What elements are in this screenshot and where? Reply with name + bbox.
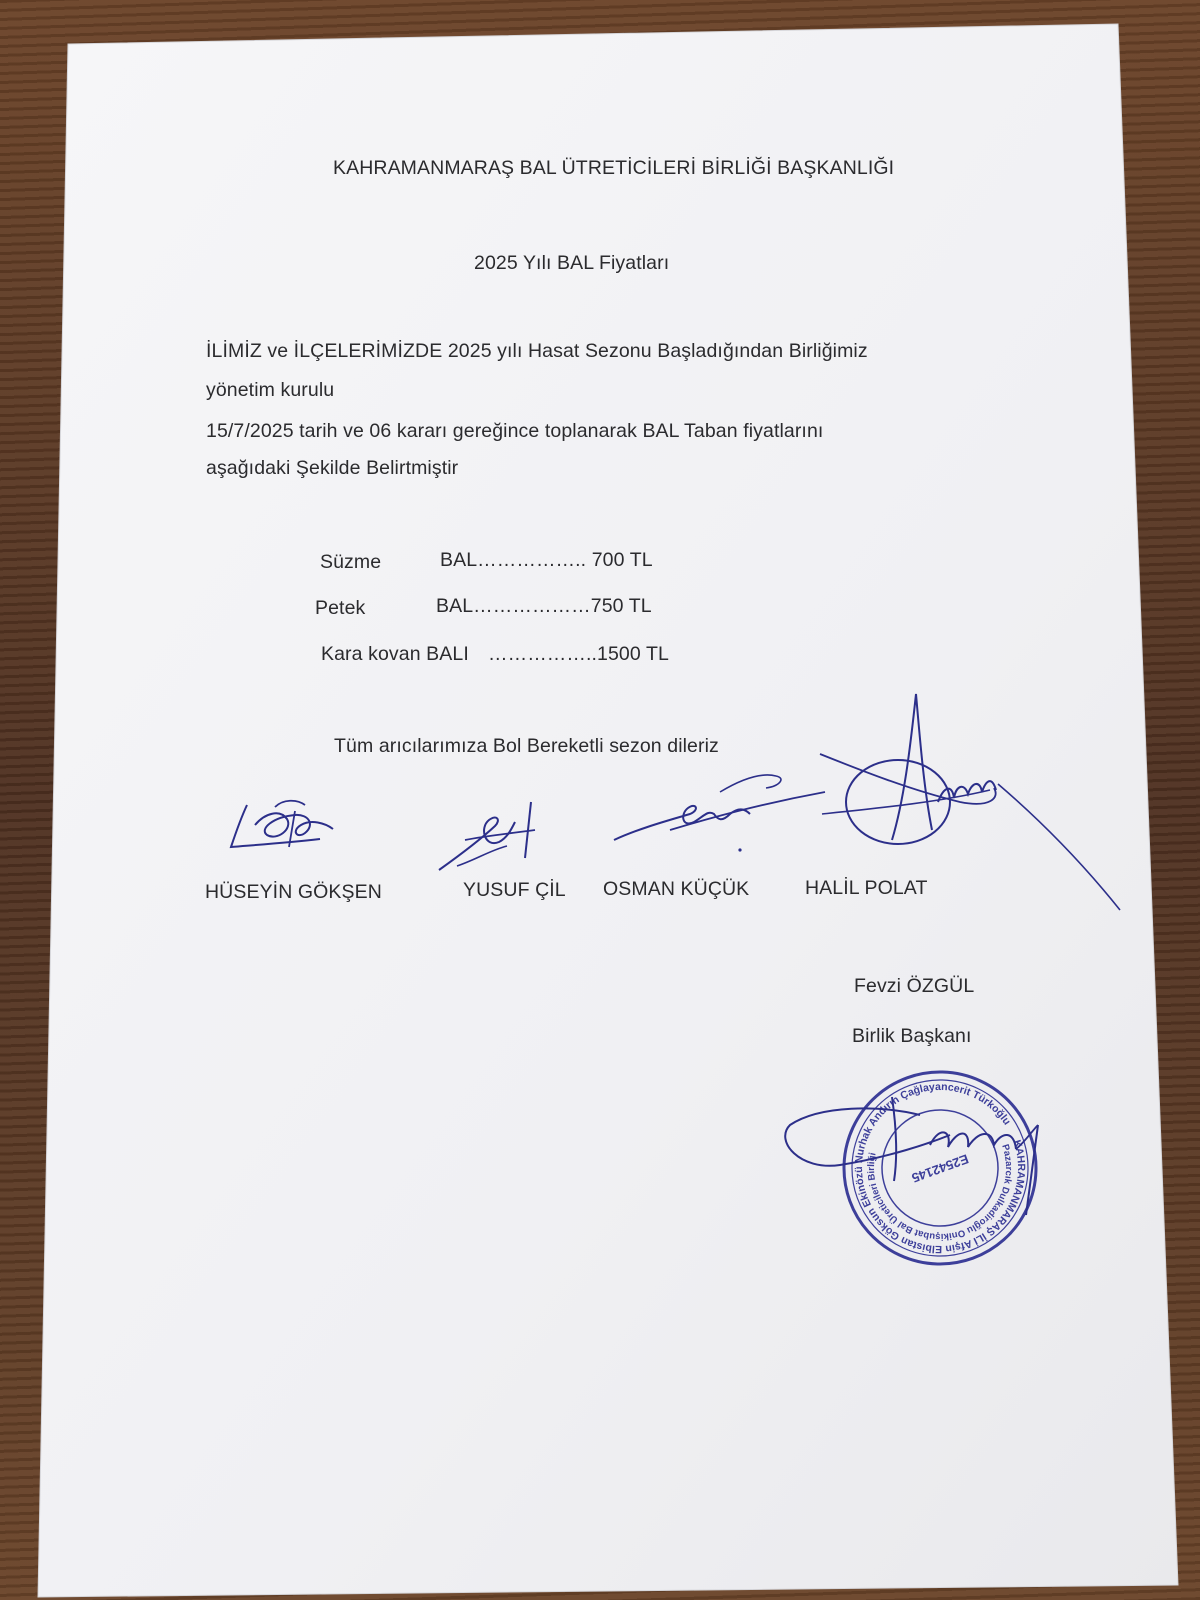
signatory-name: OSMAN KÜÇÜK <box>603 878 750 900</box>
paragraph-1-line-2: yönetim kurulu <box>206 379 335 401</box>
signatory-name: HÜSEYİN GÖKŞEN <box>205 881 382 903</box>
paragraph-2-line-2: aşağıdaki Şekilde Belirtmiştir <box>206 457 459 479</box>
price-item-name: Süzme <box>320 551 382 573</box>
president-title: Birlik Başkanı <box>852 1025 972 1047</box>
svg-text:Pazarcık Dulkadiroğlu Onikişub: Pazarcık Dulkadiroğlu Onikişubat Bal Üreticileri Birliği <box>865 1142 1015 1243</box>
price-item-value: ……………..1500 TL <box>488 643 669 665</box>
organization-title: KAHRAMANMARAŞ BAL ÜTRETİCİLERİ BİRLİĞİ BAŞKANLIĞI <box>333 157 895 179</box>
signature-osman-kucuk <box>610 770 830 860</box>
price-item-name: Petek <box>315 597 366 619</box>
price-item-value: BAL………………750 TL <box>436 595 652 617</box>
president-name: Fevzi ÖZGÜL <box>854 975 975 997</box>
paragraph-2-line-1: 15/7/2025 tarih ve 06 kararı gereğince toplanarak BAL Taban fiyatlarını <box>206 420 824 442</box>
document-title: 2025 Yılı BAL Fiyatları <box>474 252 670 274</box>
signature-huseyin-goksen <box>225 795 345 865</box>
closing-wish: Tüm arıcılarımıza Bol Bereketli sezon dileriz <box>334 735 719 757</box>
price-item-value: BAL…………….. 700 TL <box>440 549 653 571</box>
svg-text:KAHRAMANMARAŞ İLİ Afşin Elbist: KAHRAMANMARAŞ İLİ Afşin Elbistan Göksun Ekinözü Nurhak Andırın Çağlayancerit Türkoğlu <box>852 1080 1028 1256</box>
signatory-name: HALİL POLAT <box>805 877 928 899</box>
paragraph-1-line-1: İLİMİZ ve İLÇELERİMİZDE 2025 yılı Hasat Sezonu Başladığından Birliğimiz <box>206 340 868 362</box>
price-item-name: Kara kovan BALI <box>321 643 469 665</box>
signature-fevzi-ozgul <box>780 1085 1070 1225</box>
signatory-name: YUSUF ÇİL <box>463 879 566 901</box>
signature-yusuf-cil <box>435 800 550 880</box>
svg-text:E2542145: E2542145 <box>909 1151 971 1186</box>
